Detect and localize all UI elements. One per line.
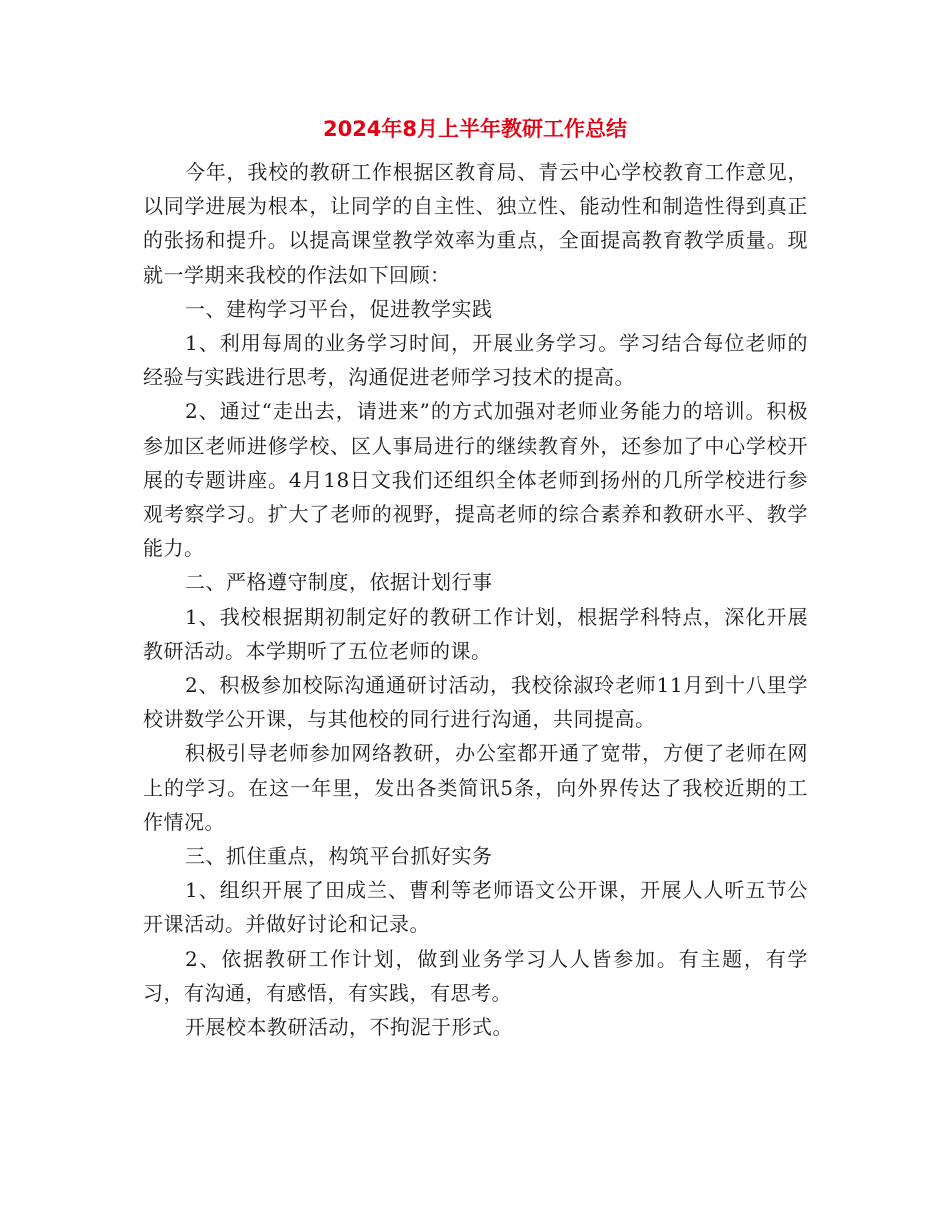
- document-body: [143, 155, 808, 1044]
- paragraph-2-3: 积极引导老师参加网络教研，办公室都开通了宽带，方便了老师在网上的学习。在这一年里，发出各类简讯5条，向外界传达了我校近期的工作情况。: [143, 741, 808, 834]
- paragraph-3-1: 1、组织开展了田成兰、曹利等老师语文公开课，开展人人听五节公开课活动。并做好讨论和记录。: [143, 878, 808, 937]
- paragraph-2-2: 2、积极参加校际沟通通研讨活动，我校徐淑玲老师11月到十八里学校讲数学公开课，与其他校的同行进行沟通，共同提高。: [143, 673, 808, 732]
- paragraph-1-2: 2、通过“走出去，请进来”的方式加强对老师业务能力的培训。积极参加区老师进修学校、区人事局进行的继续教育外，还参加了中心学校开展的专题讲座。4月18日文我们还组织全体老师到扬州的几所学校进行参观考察学习。扩大了老师的视野，提高老师的综合素养和教研水平、教学能力。: [143, 399, 808, 561]
- document-title: 2024年8月上半年教研工作总结: [322, 117, 628, 141]
- paragraph-3-3: 开展校本教研活动，不拘泥于形式。: [185, 1015, 513, 1040]
- paragraph-1-1: 1、利用每周的业务学习时间，开展业务学习。学习结合每位老师的经验与实践进行思考，沟通促进老师学习技术的提高。: [143, 331, 808, 390]
- paragraph-2-1: 1、我校根据期初制定好的教研工作计划，根据学科特点，深化开展教研活动。本学期听了五位老师的课。: [143, 604, 808, 663]
- paragraph-intro: 今年，我校的教研工作根据区教育局、青云中心学校教育工作意见，以同学进展为根本，让同学的自主性、独立性、能动性和制造性得到真正的张扬和提升。以提高课堂教学效率为重点，全面提高教育教学质量。现就一学期来我校的作法如下回顾：: [143, 160, 808, 287]
- paragraph-3-2: 2、依据教研工作计划，做到业务学习人人皆参加。有主题，有学习，有沟通，有感悟，有实践，有思考。: [143, 946, 808, 1005]
- section-heading-2: 二、严格遵守制度，依据计划行事: [185, 570, 493, 595]
- section-heading-1: 一、建构学习平台，促进教学实践: [185, 296, 493, 321]
- section-heading-3: 三、抓住重点，构筑平台抓好实务: [185, 844, 493, 869]
